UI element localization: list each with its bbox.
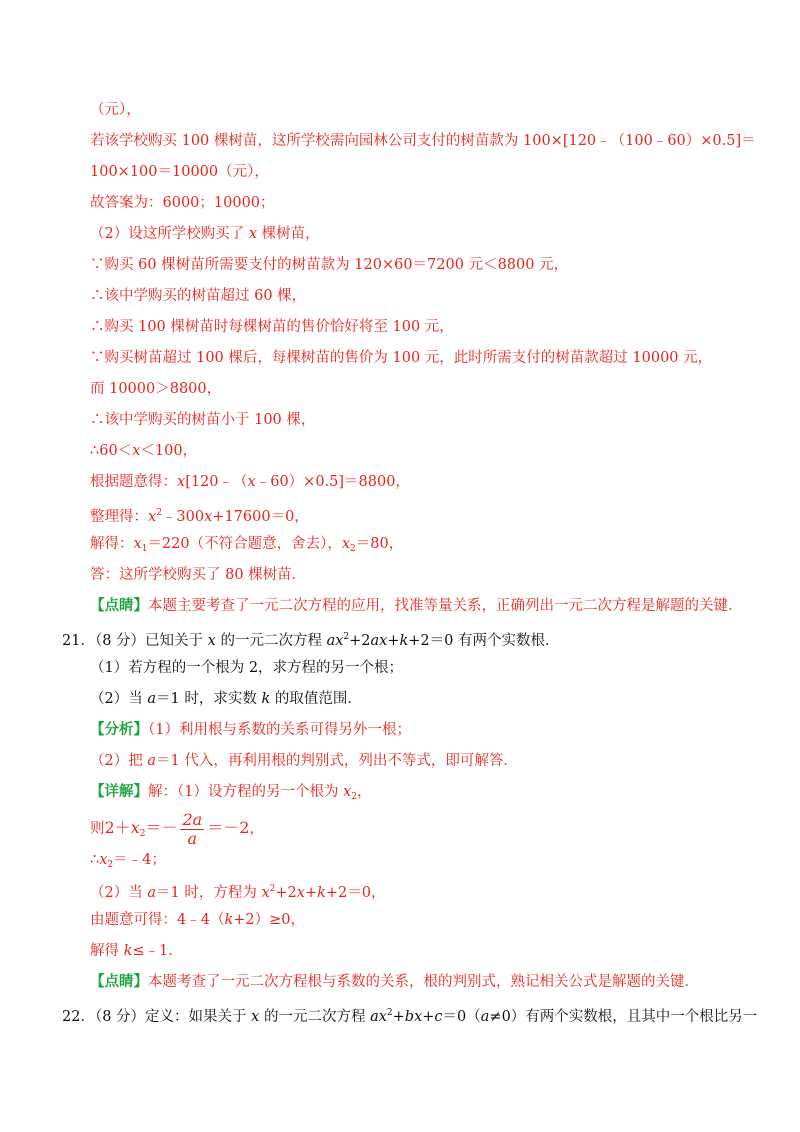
text-line: ∴该中学购买的树苗小于 100 棵， xyxy=(90,412,316,428)
text-line: 若该学校购买 100 棵树苗，这所学校需向园林公司支付的树苗款为 100×[120﹣（100﹣60）×0.5]＝ xyxy=(90,133,756,149)
text-line: 而 10000＞8800， xyxy=(90,381,222,397)
text-line: 由题意可得：4﹣4（k+2）≥0， xyxy=(90,912,305,928)
analysis-tag: 【分析】 xyxy=(90,721,148,738)
text-line: ∴该中学购买的树苗超过 60 棵， xyxy=(90,288,307,304)
text-line: （元）， xyxy=(90,102,141,118)
text-line: 整理得：$x^2﹣300x+17600=0$， xyxy=(90,508,309,525)
text-line: 解得 k≤﹣1． xyxy=(90,943,183,959)
text-line: 答：这所学校购买了 80 棵树苗． xyxy=(90,567,307,583)
question-21: 21．（8 分）已知关于 x 的一元二次方程 $ax^2+2ax+k+2=0$ 有两个实数根． xyxy=(62,632,560,649)
text-line: 100×100＝10000（元）， xyxy=(90,164,269,180)
detail-tag: 【详解】 xyxy=(90,783,148,800)
text-line: $\therefore x_2=﹣4$； xyxy=(90,852,166,870)
text-line: 解得：$x_1=220$（不符合题意，舍去），$x_2=80$， xyxy=(90,536,404,554)
text-line: （1）若方程的一个根为 2，求方程的另一个根； xyxy=(90,660,404,676)
formula-line: 则$2+x_2=-$ $\frac{2a}{a}$ ＝－2， xyxy=(90,809,264,848)
text-line: 故答案为：6000；10000； xyxy=(90,195,275,211)
text-line: （2）设这所学校购买了 x 棵树苗， xyxy=(90,226,320,242)
comment-tag: 【点睛】 xyxy=(90,597,148,614)
fraction: $\frac{2a}{a}$ xyxy=(182,809,203,848)
text-line: 【分析】（1）利用根与系数的关系可得另外一根； xyxy=(90,721,411,738)
text-line: ∴60＜x＜100， xyxy=(90,443,198,459)
text-line: 【详解】解：（1）设方程的另一个根为 $x_2$， xyxy=(90,783,372,802)
question-22: 22．（8 分）定义：如果关于 x 的一元二次方程 $ax^2+bx+c=0(a\ne 0)$有两个实数根，且其中一个根比另一 xyxy=(62,1008,758,1025)
text-line: ∵购买树苗超过 100 棵后，每棵树苗的售价为 100 元，此时所需支付的树苗款超过 10000 元， xyxy=(90,350,713,366)
text-line: （2）当 a＝1 时，求实数 k 的取值范围． xyxy=(90,691,362,707)
text-line: （2）当 a＝1 时，方程为 $x^2+2x+k+2=0$， xyxy=(90,884,386,901)
text-line: 根据题意得：x[120﹣（x﹣60）×0.5]＝8800， xyxy=(90,474,410,490)
comment-tag: 【点睛】 xyxy=(90,973,148,990)
text-line: 【点睛】本题主要考查了一元二次方程的应用，找准等量关系，正确列出一元二次方程是解题的关键． xyxy=(90,597,743,614)
text-line: （2）把 a＝1 代入，再利用根的判别式，列出不等式，即可解答． xyxy=(90,753,518,769)
text-line: ∵购买 60 棵树苗所需要支付的树苗款为 120×60＝7200 元＜8800 元， xyxy=(90,257,569,273)
text-line: ∴购买 100 棵树苗时每棵树苗的售价恰好将至 100 元， xyxy=(90,319,454,335)
text-line: 【点睛】本题考查了一元二次方程根与系数的关系，根的判别式，熟记相关公式是解题的关键． xyxy=(90,973,699,990)
